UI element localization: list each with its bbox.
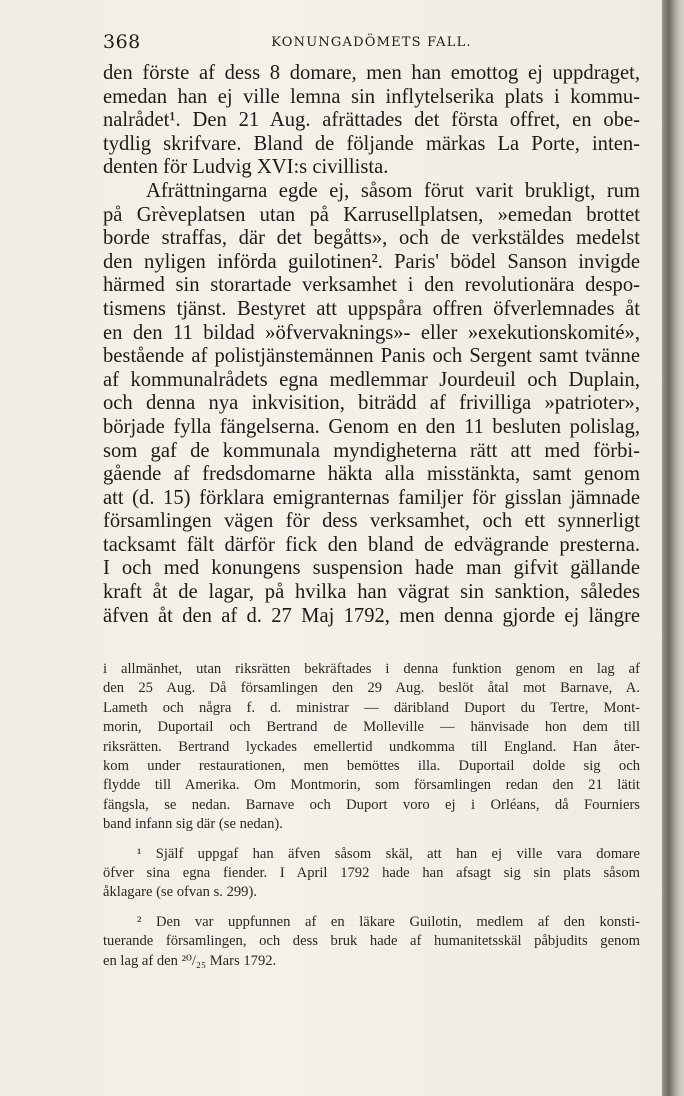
page-header xyxy=(103,31,640,55)
footnote-2-line: en lag af den ²⁰/₂₅ Mars 1792. xyxy=(103,952,277,969)
footnote-line: morin, Duportail och Bertrand de Molleville — hänvisade hon dem till xyxy=(103,719,640,736)
text-line: kraft åt de lagar, på hvilka han vägrat sin sanktion, således xyxy=(103,581,640,604)
footnote-2-line: ² Den var uppfunnen af en läkare Guilotin, medlem af den konsti- xyxy=(137,913,640,930)
text-line: bestående af polistjänstemännen Panis och Sergent samt tvänne xyxy=(103,345,640,368)
footnotes xyxy=(103,660,640,971)
footnote-line: fängsla, se nedan. Barnave och Duport voro ej i Orléans, då Fourniers xyxy=(103,796,640,813)
text-line: emedan han ej ville lemna sin inflytelserika plats i kommu- xyxy=(103,85,640,108)
text-line: den förste af dess 8 domare, men han emottog ej uppdraget, xyxy=(103,62,640,84)
text-line: nalrådet¹. Den 21 Aug. afrättades det första offret, en obe- xyxy=(103,109,640,132)
text-line: tydlig skrifvare. Bland de följande märkas La Porte, inten- xyxy=(103,132,640,155)
text-line: på Grèveplatsen utan på Karrusellplatsen, »emedan brottet xyxy=(103,203,640,226)
text-line: som gaf de kommunala myndigheterna rätt att med förbi- xyxy=(103,439,640,462)
text-line: äfven åt den af d. 27 Maj 1792, men denna gjorde ej längre xyxy=(103,604,640,627)
running-title: KONUNGADÖMETS FALL. xyxy=(271,35,472,50)
footnote-line: kom under restaurationen, men bemöttes illa. Duportail dolde sig och xyxy=(103,758,640,775)
footnote-1-line: åklagare (se ofvan s. 299). xyxy=(103,884,257,901)
page-number: 368 xyxy=(103,31,141,53)
footnote-1-line: öfver sina egna fiender. I April 1792 hade han afsagt sig sin plats såsom xyxy=(103,865,640,882)
text-line: tacksamt fält därför fick den bland de edvägrande presterna. xyxy=(103,533,640,556)
page-edge-shadow xyxy=(662,0,684,1096)
text-line: denten för Ludvig XVI:s civillista. xyxy=(103,156,389,179)
text-line: den nyligen införda guilotinen². Paris' bödel Sanson invigde xyxy=(103,250,640,273)
footnote-1-line: ¹ Själf uppgaf han äfven såsom skäl, att han ej ville vara domare xyxy=(137,845,640,862)
text-line: och denna nya inkvisition, biträdd af frivilliga »patrioter», xyxy=(103,392,640,415)
main-text xyxy=(103,62,640,628)
text-line: borde straffas, där det begåtts», och de verkstäldes medelst xyxy=(103,227,640,250)
text-line: gående af fredsdomarne häkta alla misstänkta, samt genom xyxy=(103,463,640,486)
text-line: började fylla fängelserna. Genom en den 11 besluten polislag, xyxy=(103,415,640,438)
text-line: af kommunalrådets egna medlemmar Jourdeuil och Duplain, xyxy=(103,368,640,391)
text-line: härmed sin storartade verksamhet i den revolutionära despo- xyxy=(103,274,640,297)
text-line: I och med konungens suspension hade man gifvit gällande xyxy=(103,557,640,580)
text-line: Afrättningarna egde ej, såsom förut varit brukligt, rum xyxy=(146,179,640,202)
text-line: församlingen vägen för dess verksamhet, och ett synnerligt xyxy=(103,510,640,533)
text-line: tismens tjänst. Bestyret att uppspåra offren öfverlemnades åt xyxy=(103,297,640,320)
text-line: att (d. 15) förklara emigranternas familjer för gisslan jämnade xyxy=(103,486,640,509)
footnote-line: flydde till Amerika. Om Montmorin, som församlingen redan den 21 lätit xyxy=(103,777,640,794)
footnote-line: band infann sig där (se nedan). xyxy=(103,816,283,833)
footnote-line: i allmänhet, utan riksrätten bekräftades i denna funktion genom en lag af xyxy=(103,661,640,677)
footnote-line: Lameth och några f. d. ministrar — däribland Duport du Tertre, Mont- xyxy=(103,699,640,716)
footnote-line: riksrätten. Bertrand lyckades emellertid undkomma till England. Han åter- xyxy=(103,738,640,755)
footnote-line: den 25 Aug. Då församlingen den 29 Aug. beslöt åtal mot Barnave, A. xyxy=(103,680,640,697)
footnote-2-line: tuerande församlingen, och dess bruk hade af humanitetsskäl påbjudits genom xyxy=(103,933,640,950)
text-line: en den 11 bildad »öfvervaknings»- eller »exekutionskomité», xyxy=(103,321,640,344)
